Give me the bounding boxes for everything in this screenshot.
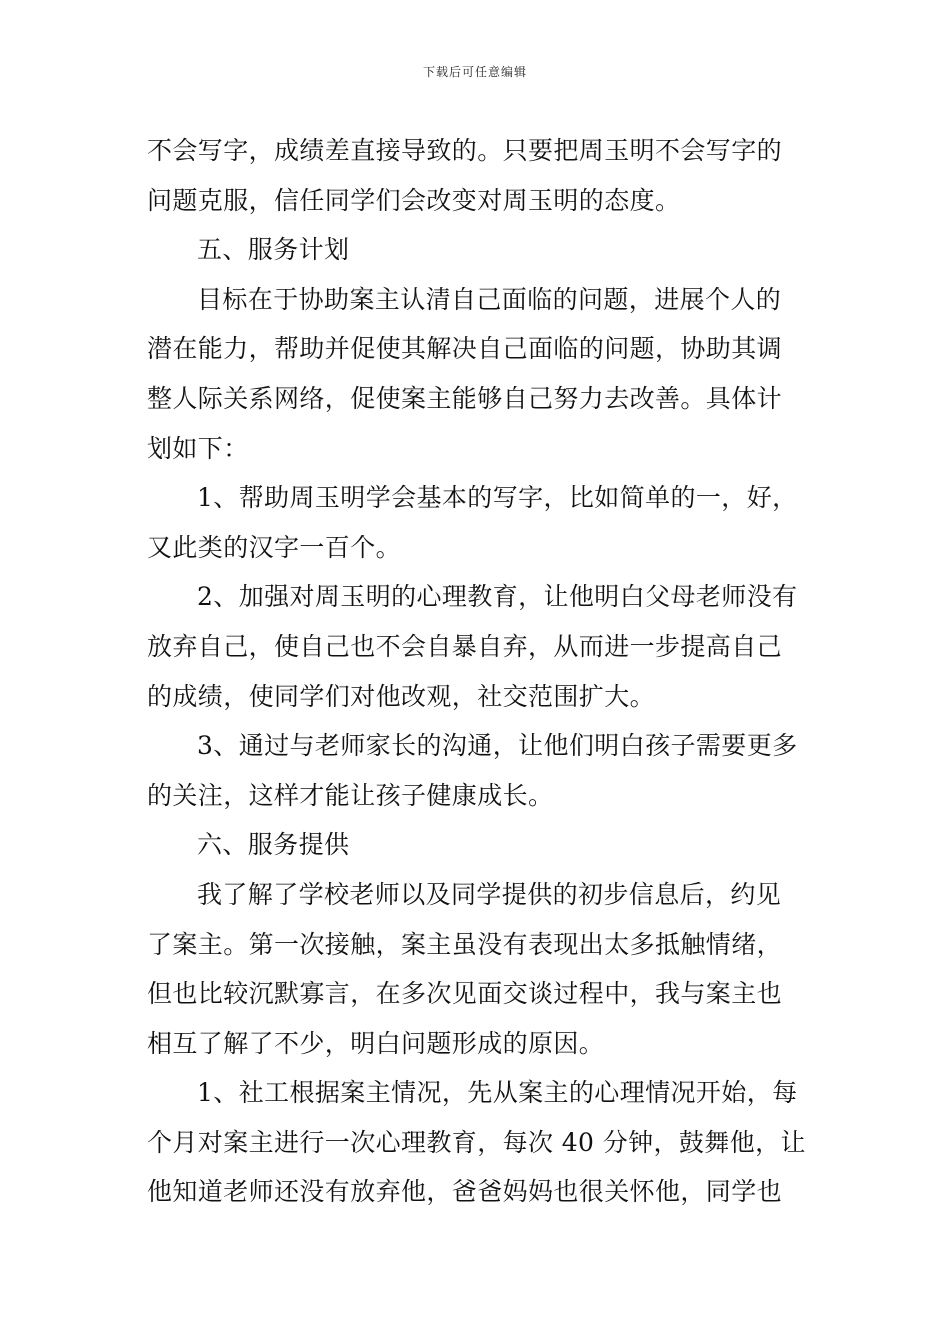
text-line: 我了解了学校老师以及同学提供的初步信息后，约见 — [197, 879, 782, 909]
page-header: 下载后可任意编辑 — [422, 65, 527, 79]
list-item-line: 2、加强对周玉明的心理教育，让他明白父母老师没有 — [197, 582, 798, 612]
text-line: 整人际关系网络，促使案主能够自己努力去改善。具体计 — [147, 383, 783, 413]
text-line: 问题克服，信任同学们会改变对周玉明的态度。 — [147, 185, 681, 215]
text-line: 又此类的汉字一百个。 — [147, 532, 402, 562]
text-line: 个月对案主进行一次心理教育，每次 40 分钟，鼓舞他，让 — [147, 1127, 806, 1157]
text-line: 的关注，这样才能让孩子健康成长。 — [147, 780, 554, 810]
text-line: 的成绩，使同学们对他改观，社交范围扩大。 — [147, 681, 656, 711]
list-item-line: 3、通过与老师家长的沟通，让他们明白孩子需要更多 — [197, 731, 798, 761]
text-line: 目标在于协助案主认清自己面临的问题，进展个人的 — [197, 284, 782, 314]
text-line: 但也比较沉默寡言，在多次见面交谈过程中，我与案主也 — [147, 979, 783, 1009]
document-body — [147, 126, 807, 1217]
text-line: 划如下： — [147, 433, 249, 463]
text-line: 相互了解了不少，明白问题形成的原因。 — [147, 1028, 605, 1058]
list-item-line: 1、帮助周玉明学会基本的写字，比如简单的一，好， — [197, 483, 798, 513]
text-line: 了案主。第一次接触，案主虽没有表现出太多抵触情绪， — [147, 929, 783, 959]
text-line: 他知道老师还没有放弃他，爸爸妈妈也很关怀他，同学也 — [147, 1177, 783, 1207]
section-heading: 六、服务提供 — [197, 830, 350, 860]
text-line: 不会写字，成绩差直接导致的。只要把周玉明不会写字的 — [147, 136, 783, 165]
text-line: 潜在能力，帮助并促使其解决自己面临的问题，协助其调 — [147, 334, 783, 364]
text-line: 放弃自己，使自己也不会自暴自弃，从而进一步提高自己 — [147, 631, 783, 661]
section-heading: 五、服务计划 — [197, 235, 350, 265]
list-item-line: 1、社工根据案主情况，先从案主的心理情况开始，每 — [197, 1078, 798, 1108]
